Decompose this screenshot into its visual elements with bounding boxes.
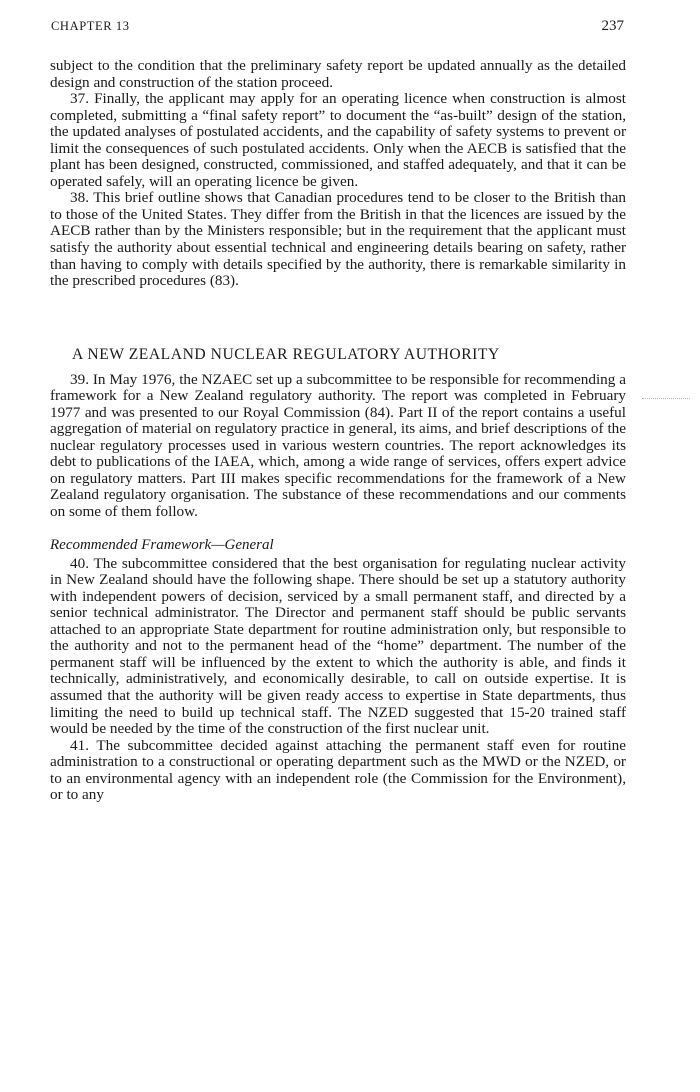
paragraph-39: 39. In May 1976, the NZAEC set up a subcommittee to be responsible for recommending a framework for a New Zealand regulatory authority. The report was completed in February 1977 and was presented to our Royal Commission (84). Part II of the report contains a useful aggregation of material on regulatory practice in general, its aims, and brief descriptions of the nuclear regulatory processes used in various western countries. The report acknowledges its debt to publications of the IAEA, which, among a wide range of services, offers expert advice on regulatory matters. Part III makes specific recommendations for the framework of a New Zealand regulatory organisation. The substance of these recommendations and our comments on some of them follow. [50,370,626,521]
scan-artifact-divider [642,398,690,399]
sub-heading: Recommended Framework—General [50,536,274,553]
paragraph-41: 41. The subcommittee decided against attaching the permanent staff even for routine administration to a constructional or operating department such as the MWD or the NZED, or to an environmental agency with an independent role (the Commission for the Environment), or to any [50,736,626,804]
section-heading: A NEW ZEALAND NUCLEAR REGULATORY AUTHORITY [72,345,500,363]
paragraph-continuation: subject to the condition that the preliminary safety report be updated annually as the detailed design and construction of the station proceed. [50,57,626,91]
chapter-label: CHAPTER 13 [51,19,130,33]
paragraph-37: 37. Finally, the applicant may apply for an operating licence when construction is almost completed, submitting a “final safety report” to document the “as-built” design of the station, the updated analyses of postulated accidents, and the capability of safety systems to prevent or limit the consequences of such postulated accidents. Only when the AECB is satisfied that the plant has been designed, constructed, commissioned, and staffed adequately, and that it can be operated safely, will an operating licence be given. [50,90,626,190]
running-head [50,18,626,44]
paragraph-40: 40. The subcommittee considered that the best organisation for regulating nuclear activity in New Zealand should have the following shape. There should be set up a statutory authority with independent powers of decision, serviced by a small permanent staff, and directed by a senior technical administrator. The Director and permanent staff should be public servants attached to an appropriate State department for routine administration only, but responsible to the authority and not to the permanent head of the “home” department. The number of the permanent staff will be influenced by the extent to which the authority is able, and finds it technically, administratively, and economically desirable, to call on outside expertise. It is assumed that the authority will be given ready access to expertise in State departments, thus limiting the need to build up technical staff. The NZED suggested that 15-20 trained staff would be needed by the time of the construction of the first nuclear unit. [50,554,626,738]
page-number: 237 [601,18,624,34]
book-page [50,18,626,804]
paragraph-38: 38. This brief outline shows that Canadian procedures tend to be closer to the British than to those of the United States. They differ from the British in that the licences are issued by the AECB rather than by the Ministers responsible; but in the requirement that the applicant must satisfy the authority about essential technical and engineering details bearing on safety, rather than having to comply with details specified by the authority, there is remarkable similarity in the prescribed procedures (83). [50,189,626,290]
